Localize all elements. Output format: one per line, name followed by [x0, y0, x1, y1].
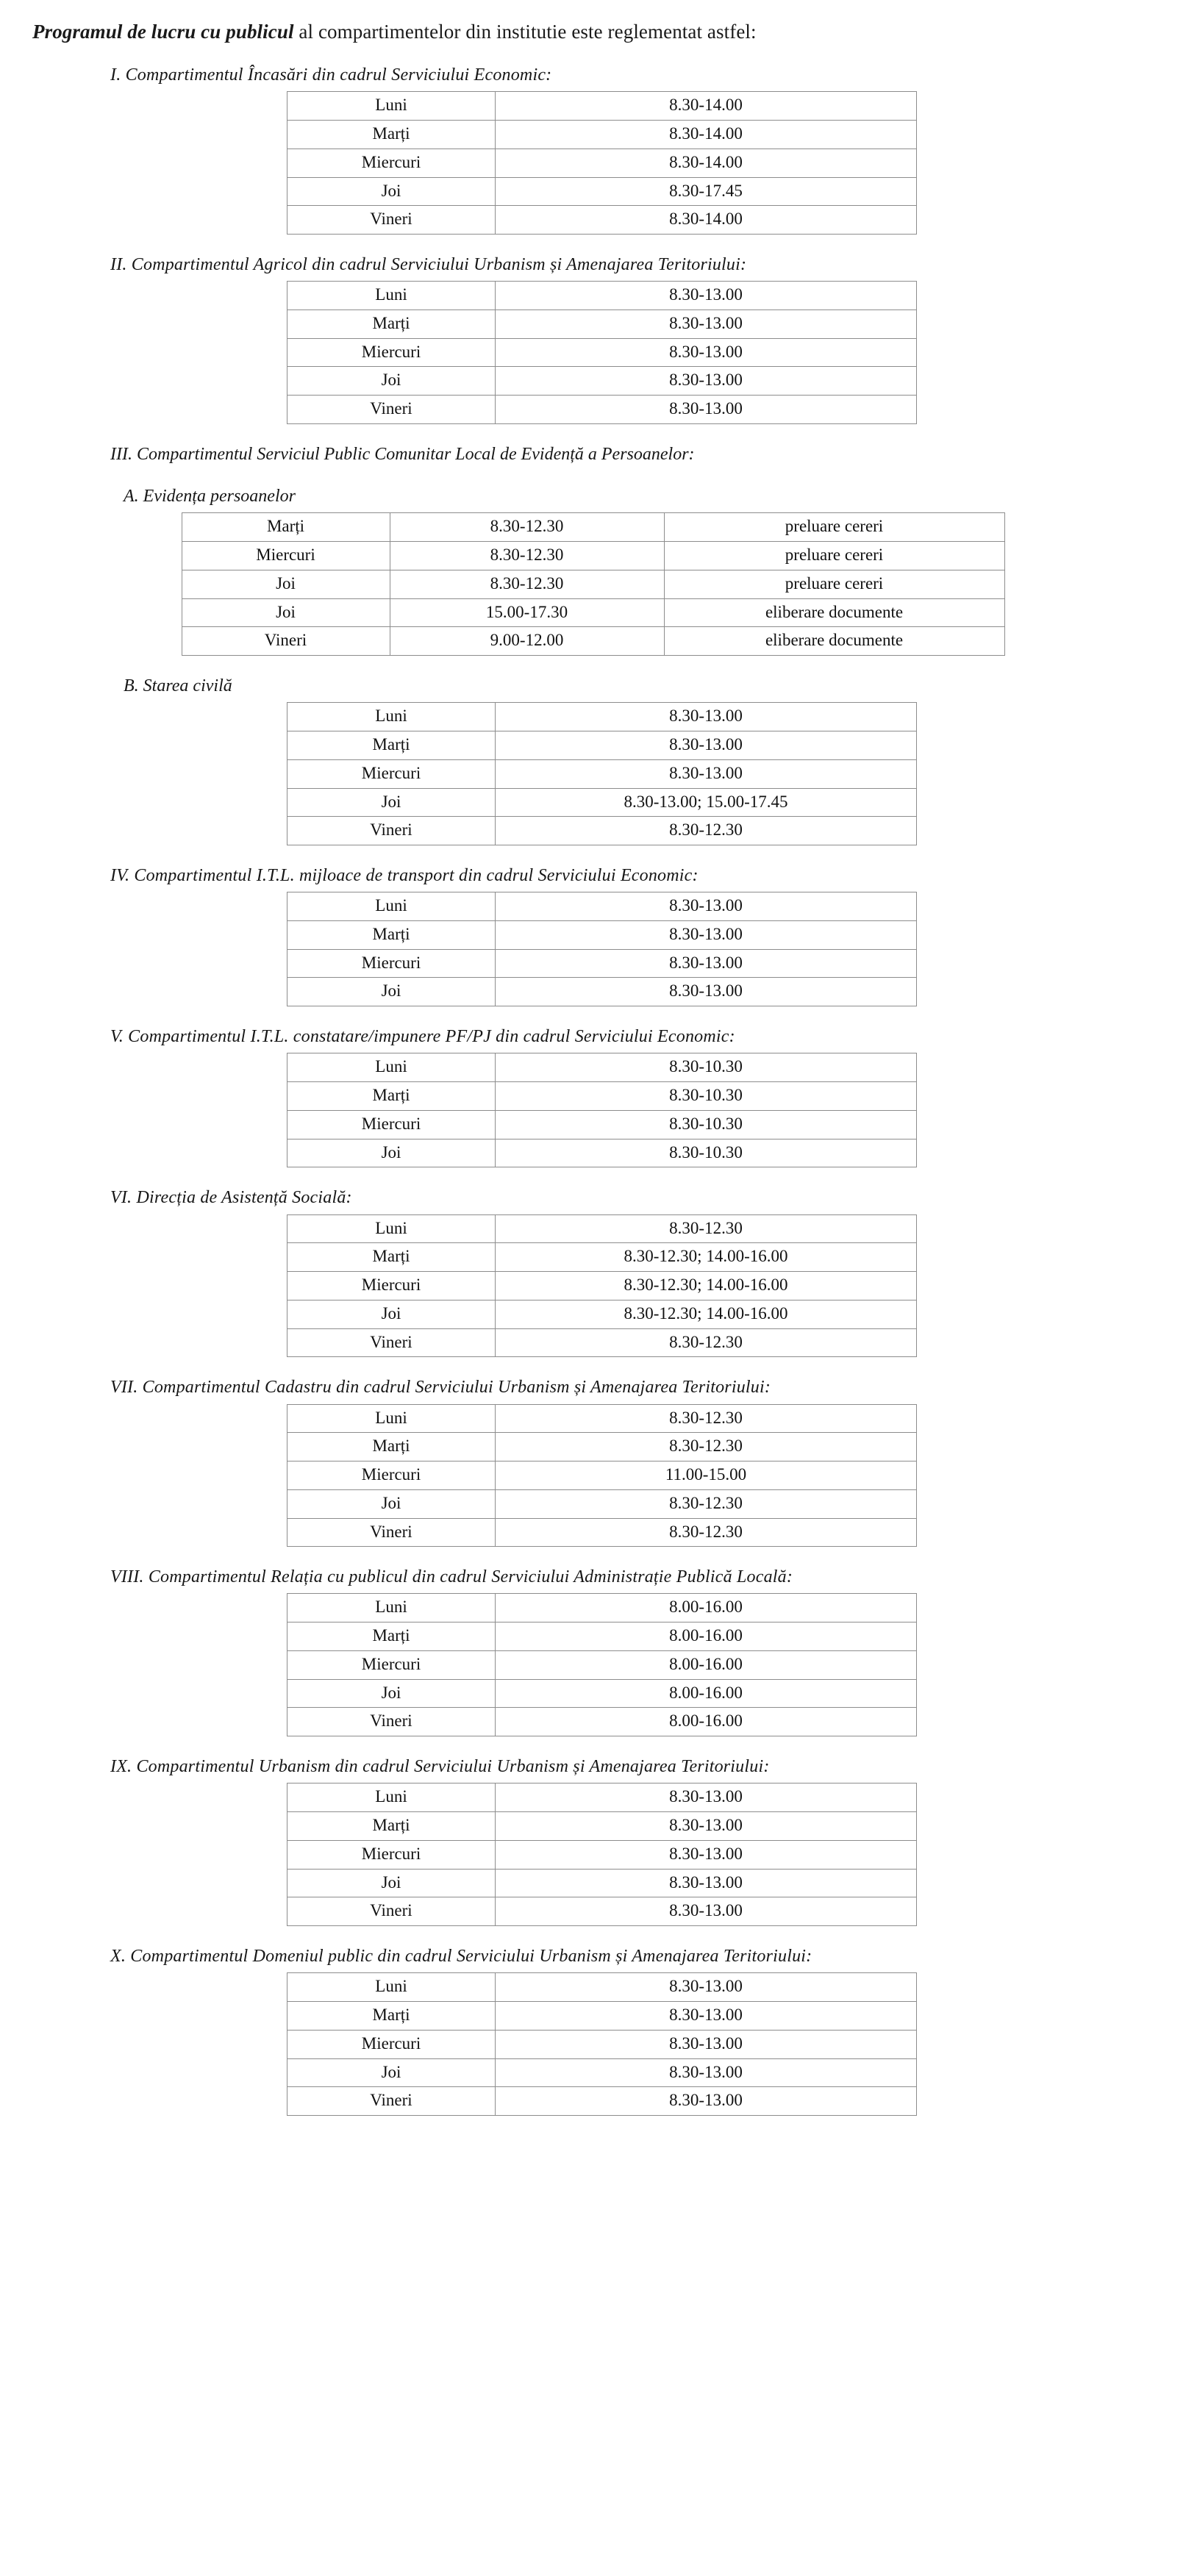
cell-hours: 8.30-13.00	[496, 2058, 917, 2087]
cell-day: Vineri	[287, 2087, 496, 2116]
table-row	[287, 1328, 917, 1357]
table-row	[287, 978, 917, 1006]
schedule-section	[29, 254, 1157, 424]
cell-day: Vineri	[287, 817, 496, 845]
section-heading: VI. Direcția de Asistență Socială:	[110, 1188, 352, 1208]
table-row	[287, 759, 917, 788]
schedule-section	[29, 675, 1157, 845]
cell-hours: 8.30-13.00	[496, 1869, 917, 1897]
table-row	[287, 788, 917, 817]
table-row	[287, 1461, 917, 1490]
schedule-table	[287, 1053, 917, 1167]
schedule-section	[29, 485, 1157, 656]
cell-note: eliberare documente	[664, 598, 1004, 627]
schedule-section	[29, 865, 1157, 1006]
cell-hours: 8.30-12.30	[496, 1328, 917, 1357]
cell-hours: 8.30-12.30; 14.00-16.00	[496, 1243, 917, 1272]
cell-hours: 8.30-13.00	[496, 310, 917, 338]
table-row	[287, 367, 917, 396]
cell-hours: 8.00-16.00	[496, 1622, 917, 1651]
table-row	[287, 121, 917, 149]
table-row	[182, 542, 1004, 570]
table-row	[287, 1897, 917, 1926]
table-row	[287, 1622, 917, 1651]
table-row	[287, 817, 917, 845]
table-row	[287, 2087, 917, 2116]
cell-note: preluare cereri	[664, 513, 1004, 542]
cell-day: Joi	[287, 367, 496, 396]
cell-day: Joi	[287, 1869, 496, 1897]
table-row	[287, 1082, 917, 1111]
sections-container	[29, 64, 1157, 2116]
cell-hours: 8.30-13.00	[496, 949, 917, 978]
cell-hours: 9.00-12.00	[390, 627, 664, 656]
cell-hours: 8.00-16.00	[496, 1708, 917, 1736]
table-row	[182, 570, 1004, 598]
cell-day: Vineri	[287, 396, 496, 424]
cell-day: Marți	[287, 1433, 496, 1461]
table-row	[287, 1679, 917, 1708]
intro-paragraph	[32, 19, 1157, 45]
table-row	[287, 282, 917, 310]
cell-note: preluare cereri	[664, 570, 1004, 598]
cell-day: Miercuri	[287, 1461, 496, 1490]
cell-day: Joi	[287, 2058, 496, 2087]
cell-hours: 8.30-13.00	[496, 338, 917, 367]
cell-day: Joi	[287, 1679, 496, 1708]
section-heading: IV. Compartimentul I.T.L. mijloace de transport din cadrul Serviciului Economic:	[110, 866, 699, 886]
cell-hours: 8.30-14.00	[496, 92, 917, 121]
cell-hours: 8.30-13.00	[496, 1973, 917, 2002]
cell-note: eliberare documente	[664, 627, 1004, 656]
table-row	[287, 1594, 917, 1622]
cell-day: Luni	[287, 92, 496, 121]
cell-day: Marți	[287, 920, 496, 949]
section-heading: II. Compartimentul Agricol din cadrul Serviciului Urbanism și Amenajarea Teritoriului:	[110, 255, 747, 275]
cell-hours: 11.00-15.00	[496, 1461, 917, 1490]
cell-day: Luni	[287, 1053, 496, 1082]
table-row	[287, 1404, 917, 1433]
cell-day: Marți	[287, 1622, 496, 1651]
schedule-table	[287, 1593, 917, 1736]
section-heading: VIII. Compartimentul Relația cu publicul din cadrul Serviciului Administrație Publică Locală:	[110, 1567, 793, 1587]
cell-day: Joi	[182, 570, 390, 598]
schedule-section	[29, 1566, 1157, 1736]
cell-hours: 8.30-10.30	[496, 1053, 917, 1082]
table-row	[182, 513, 1004, 542]
schedule-table	[287, 1214, 917, 1358]
cell-hours: 8.30-13.00	[496, 1812, 917, 1841]
cell-hours: 8.30-12.30; 14.00-16.00	[496, 1300, 917, 1328]
section-group-heading: III. Compartimentul Serviciul Public Comunitar Local de Evidență a Persoanelor:	[110, 444, 695, 464]
cell-hours: 15.00-17.30	[390, 598, 664, 627]
cell-day: Miercuri	[287, 759, 496, 788]
schedule-section	[29, 1026, 1157, 1167]
cell-hours: 8.30-12.30	[496, 1214, 917, 1243]
table-row	[287, 338, 917, 367]
table-row	[287, 1812, 917, 1841]
table-wrapper	[29, 1783, 1157, 1926]
cell-hours: 8.30-13.00	[496, 892, 917, 921]
cell-hours: 8.30-12.30	[496, 1489, 917, 1518]
cell-day: Miercuri	[287, 1110, 496, 1139]
table-row	[287, 1840, 917, 1869]
table-row	[287, 1973, 917, 2002]
section-heading: VII. Compartimentul Cadastru din cadrul Serviciului Urbanism și Amenajarea Teritoriului:	[110, 1378, 771, 1398]
schedule-section	[29, 64, 1157, 235]
table-row	[287, 1518, 917, 1547]
cell-hours: 8.30-13.00	[496, 396, 917, 424]
cell-day: Miercuri	[287, 2030, 496, 2058]
cell-hours: 8.30-13.00	[496, 2002, 917, 2031]
cell-hours: 8.30-10.30	[496, 1082, 917, 1111]
table-row	[287, 1869, 917, 1897]
table-wrapper	[29, 1404, 1157, 1548]
intro-lead: Programul de lucru cu publicul	[32, 21, 294, 43]
cell-hours: 8.30-13.00	[496, 282, 917, 310]
cell-day: Joi	[287, 1300, 496, 1328]
table-row	[287, 1783, 917, 1812]
cell-day: Vineri	[182, 627, 390, 656]
cell-hours: 8.00-16.00	[496, 1594, 917, 1622]
schedule-section	[29, 443, 1157, 466]
cell-day: Miercuri	[287, 1272, 496, 1300]
cell-hours: 8.30-13.00	[496, 367, 917, 396]
schedule-table	[287, 1972, 917, 2116]
intro-rest: al compartimentelor din institutie este reglementat astfel:	[293, 21, 757, 43]
cell-day: Vineri	[287, 1897, 496, 1926]
cell-hours: 8.30-12.30	[390, 570, 664, 598]
cell-day: Joi	[287, 1139, 496, 1167]
cell-hours: 8.30-12.30; 14.00-16.00	[496, 1272, 917, 1300]
cell-hours: 8.30-13.00	[496, 703, 917, 731]
cell-hours: 8.30-12.30	[496, 1404, 917, 1433]
cell-hours: 8.30-12.30	[496, 817, 917, 845]
table-wrapper	[29, 1214, 1157, 1358]
cell-hours: 8.30-13.00	[496, 1840, 917, 1869]
schedule-table	[287, 702, 917, 845]
cell-day: Joi	[182, 598, 390, 627]
cell-day: Luni	[287, 1973, 496, 2002]
table-row	[287, 1243, 917, 1272]
cell-hours: 8.30-13.00	[496, 2030, 917, 2058]
cell-day: Marți	[287, 1812, 496, 1841]
cell-day: Luni	[287, 282, 496, 310]
cell-day: Marți	[287, 731, 496, 760]
schedule-table	[287, 892, 917, 1006]
cell-hours: 8.30-14.00	[496, 149, 917, 177]
cell-day: Marți	[287, 121, 496, 149]
table-row	[287, 892, 917, 921]
table-row	[287, 149, 917, 177]
cell-day: Miercuri	[287, 149, 496, 177]
cell-day: Vineri	[287, 206, 496, 235]
cell-day: Miercuri	[287, 949, 496, 978]
table-row	[287, 2030, 917, 2058]
table-row	[287, 2002, 917, 2031]
cell-day: Luni	[287, 1783, 496, 1812]
table-row	[287, 949, 917, 978]
table-row	[182, 598, 1004, 627]
cell-day: Joi	[287, 177, 496, 206]
table-row	[287, 920, 917, 949]
cell-hours: 8.30-14.00	[496, 121, 917, 149]
table-row	[287, 1489, 917, 1518]
cell-day: Luni	[287, 703, 496, 731]
cell-day: Marți	[287, 2002, 496, 2031]
table-row	[287, 1110, 917, 1139]
table-wrapper	[29, 512, 1157, 656]
cell-day: Miercuri	[287, 338, 496, 367]
schedule-section	[29, 1187, 1157, 1357]
table-row	[287, 310, 917, 338]
cell-hours: 8.30-13.00	[496, 2087, 917, 2116]
table-row	[287, 1053, 917, 1082]
section-heading: V. Compartimentul I.T.L. constatare/impunere PF/PJ din cadrul Serviciului Economic:	[110, 1027, 735, 1047]
cell-hours: 8.30-13.00	[496, 1897, 917, 1926]
cell-hours: 8.30-13.00	[496, 731, 917, 760]
cell-hours: 8.30-13.00	[496, 978, 917, 1006]
cell-day: Marți	[182, 513, 390, 542]
cell-day: Luni	[287, 1404, 496, 1433]
table-wrapper	[29, 892, 1157, 1006]
table-wrapper	[29, 1593, 1157, 1736]
table-row	[287, 703, 917, 731]
table-row	[287, 1650, 917, 1679]
table-row	[287, 1708, 917, 1736]
cell-hours: 8.30-12.30	[496, 1433, 917, 1461]
cell-day: Vineri	[287, 1328, 496, 1357]
cell-day: Miercuri	[287, 1650, 496, 1679]
table-row	[287, 1272, 917, 1300]
cell-day: Joi	[287, 978, 496, 1006]
table-wrapper	[29, 91, 1157, 235]
cell-hours: 8.30-13.00	[496, 759, 917, 788]
schedule-table	[287, 91, 917, 235]
schedule-section	[29, 1756, 1157, 1926]
cell-hours: 8.30-13.00	[496, 1783, 917, 1812]
schedule-section	[29, 1376, 1157, 1547]
table-row	[287, 1433, 917, 1461]
cell-day: Luni	[287, 1594, 496, 1622]
table-row	[287, 206, 917, 235]
table-row	[287, 1300, 917, 1328]
table-wrapper	[29, 1053, 1157, 1167]
cell-hours: 8.30-10.30	[496, 1110, 917, 1139]
cell-hours: 8.00-16.00	[496, 1679, 917, 1708]
cell-hours: 8.30-13.00	[496, 920, 917, 949]
schedule-section	[29, 1945, 1157, 2116]
section-sub-heading: B. Starea civilă	[124, 676, 232, 696]
cell-day: Miercuri	[287, 1840, 496, 1869]
cell-hours: 8.30-12.30	[390, 542, 664, 570]
cell-day: Marți	[287, 1082, 496, 1111]
schedule-table	[182, 512, 1005, 656]
cell-day: Marți	[287, 310, 496, 338]
cell-day: Marți	[287, 1243, 496, 1272]
cell-day: Luni	[287, 1214, 496, 1243]
table-wrapper	[29, 702, 1157, 845]
cell-hours: 8.30-12.30	[390, 513, 664, 542]
cell-day: Vineri	[287, 1708, 496, 1736]
cell-day: Joi	[287, 1489, 496, 1518]
section-heading: X. Compartimentul Domeniul public din cadrul Serviciului Urbanism și Amenajarea Teritoriului:	[110, 1947, 812, 1967]
table-row	[287, 177, 917, 206]
cell-day: Miercuri	[182, 542, 390, 570]
cell-day: Vineri	[287, 1518, 496, 1547]
table-wrapper	[29, 281, 1157, 424]
table-row	[287, 396, 917, 424]
table-row	[287, 1139, 917, 1167]
section-heading: I. Compartimentul Încasări din cadrul Serviciului Economic:	[110, 65, 552, 85]
table-row	[287, 2058, 917, 2087]
section-sub-heading: A. Evidența persoanelor	[124, 487, 296, 507]
table-row	[287, 92, 917, 121]
section-heading: IX. Compartimentul Urbanism din cadrul Serviciului Urbanism și Amenajarea Teritoriului:	[110, 1757, 770, 1777]
cell-hours: 8.00-16.00	[496, 1650, 917, 1679]
cell-hours: 8.30-17.45	[496, 177, 917, 206]
table-row	[287, 1214, 917, 1243]
schedule-table	[287, 281, 917, 424]
schedule-table	[287, 1783, 917, 1926]
table-row	[287, 731, 917, 760]
cell-hours: 8.30-10.30	[496, 1139, 917, 1167]
schedule-table	[287, 1404, 917, 1548]
table-row	[182, 627, 1004, 656]
cell-hours: 8.30-12.30	[496, 1518, 917, 1547]
cell-day: Luni	[287, 892, 496, 921]
table-wrapper	[29, 1972, 1157, 2116]
cell-hours: 8.30-13.00; 15.00-17.45	[496, 788, 917, 817]
cell-note: preluare cereri	[664, 542, 1004, 570]
cell-hours: 8.30-14.00	[496, 206, 917, 235]
cell-day: Joi	[287, 788, 496, 817]
